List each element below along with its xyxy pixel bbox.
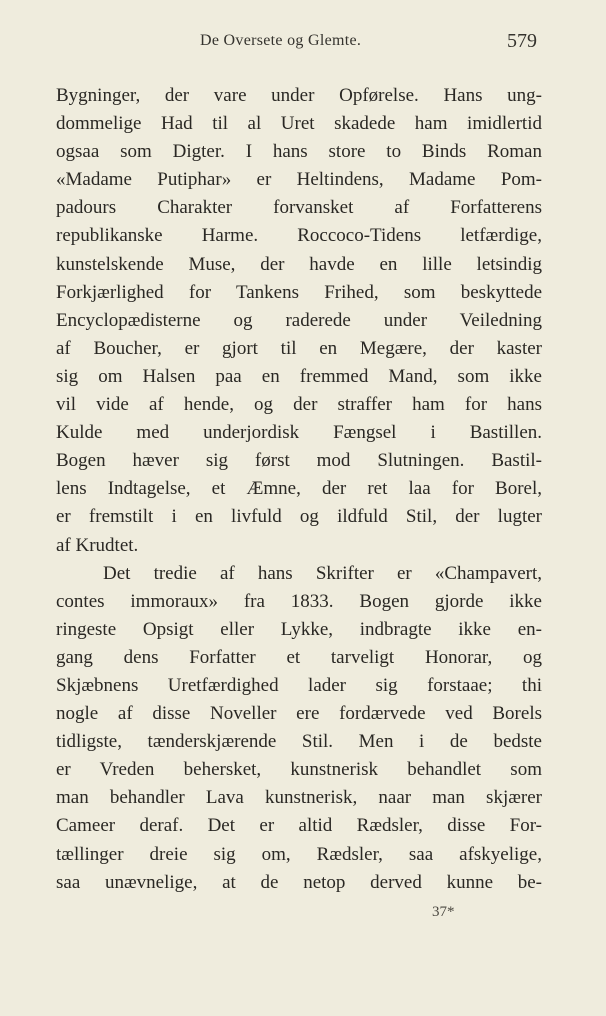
text-line: er fremstilt i en livfuld og ildfuld Stil, der lugter — [56, 506, 542, 528]
text-line: Kulde med underjordisk Fængsel i Bastillen. — [56, 422, 542, 444]
text-line: Bygninger, der vare under Opførelse. Hans ung- — [56, 85, 542, 106]
text-line: Det tredie af hans Skrifter er «Champavert, — [103, 562, 542, 584]
text-line: ringeste Opsigt eller Lykke, indbragte ikke en- — [56, 618, 542, 640]
text-line: dommelige Had til al Uret skadede ham imidlertid — [56, 113, 542, 135]
text-line: Encyclopædisterne og raderede under Veiledning — [56, 309, 542, 331]
text-line: sig om Halsen paa en fremmed Mand, som ikke — [56, 365, 542, 387]
text-line: gang dens Forfatter et tarveligt Honorar, og — [56, 646, 542, 668]
text-line: vil vide af hende, og der straffer ham for hans — [56, 394, 542, 416]
text-line: kunstelskende Muse, der havde en lille letsindig — [56, 253, 542, 275]
running-head-title: De Oversete og Glemte. — [200, 32, 362, 49]
text-line: «Madame Putiphar» er Heltindens, Madame Pom- — [56, 169, 542, 191]
body-text — [56, 82, 542, 897]
text-line: af Boucher, er gjort til en Megære, der kaster — [56, 337, 542, 359]
text-line: ogsaa som Digter. I hans store to Binds Roman — [56, 141, 542, 163]
signature-mark: 37* — [432, 904, 455, 920]
text-line: Skjæbnens Uretfærdighed lader sig forstaae; thi — [56, 674, 542, 696]
text-line: man behandler Lava kunstnerisk, naar man skjærer — [56, 787, 542, 809]
text-line: Forkjærlighed for Tankens Frihed, som beskyttede — [56, 281, 542, 303]
text-line: er Vreden behersket, kunstnerisk behandlet som — [56, 759, 542, 781]
text-line: tidligste, tænderskjærende Stil. Men i de bedste — [56, 731, 542, 753]
text-line: af Krudtet. — [56, 534, 139, 556]
text-line: republikanske Harme. Roccoco-Tidens letfærdige, — [56, 225, 542, 247]
text-line: Bogen hæver sig først mod Slutningen. Bastil- — [56, 450, 542, 472]
text-line: tællinger dreie sig om, Rædsler, saa afskyelige, — [56, 843, 542, 865]
text-line: lens Indtagelse, et Æmne, der ret laa for Borel, — [56, 478, 542, 500]
text-line: nogle af disse Noveller ere fordærvede ved Borels — [56, 703, 542, 725]
text-line: saa unævnelige, at de netop derved kunne be- — [56, 871, 542, 893]
page-number: 579 — [507, 30, 537, 52]
text-line: padours Charakter forvansket af Forfatterens — [56, 197, 542, 219]
text-line: Cameer deraf. Det er altid Rædsler, disse For- — [56, 815, 542, 837]
text-line: contes immoraux» fra 1833. Bogen gjorde ikke — [56, 590, 542, 612]
